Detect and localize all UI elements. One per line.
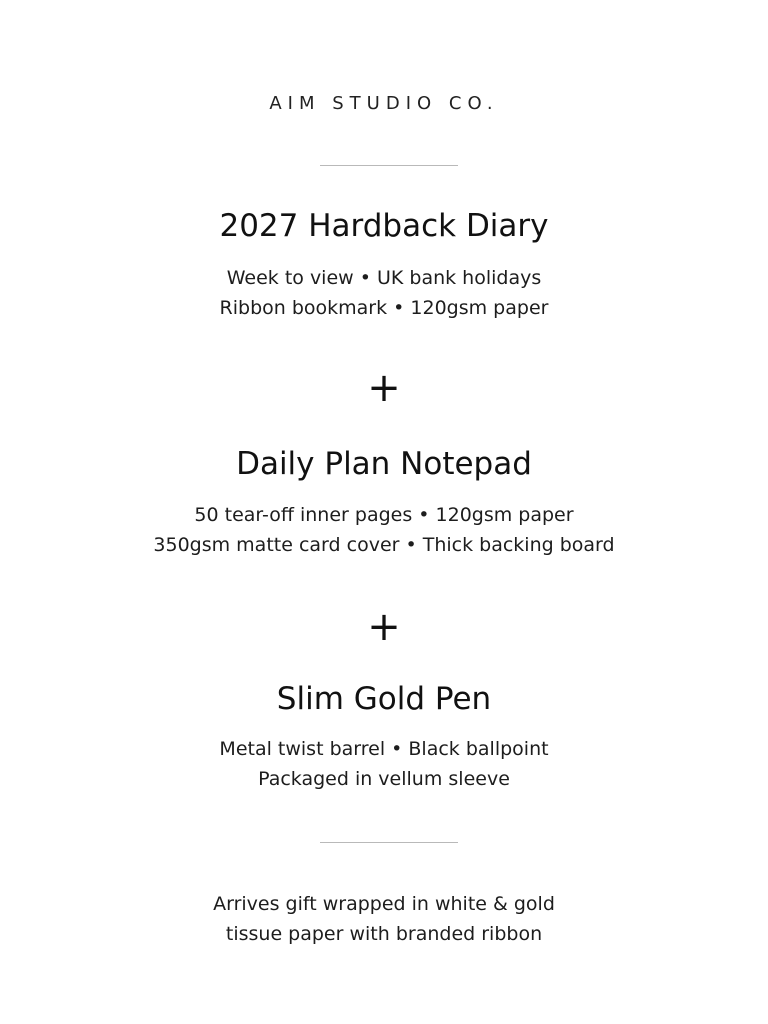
plus-separator-2: + <box>367 604 401 650</box>
top-divider <box>320 165 458 166</box>
product-title-diary: 2027 Hardback Diary <box>219 208 549 244</box>
product-detail-pen-line-2: Packaged in vellum sleeve <box>258 768 510 790</box>
product-detail-notepad-line-1: 50 tear-off inner pages • 120gsm paper <box>194 504 574 526</box>
brand-name: AIM STUDIO CO. <box>269 93 499 114</box>
product-detail-notepad-line-2: 350gsm matte card cover • Thick backing board <box>153 534 615 556</box>
product-detail-diary-line-2: Ribbon bookmark • 120gsm paper <box>219 297 549 319</box>
bottom-divider <box>320 842 458 843</box>
product-detail-pen-line-1: Metal twist barrel • Black ballpoint <box>219 738 549 760</box>
gift-wrap-note-line-1: Arrives gift wrapped in white & gold <box>213 893 555 915</box>
gift-wrap-note-line-2: tissue paper with branded ribbon <box>225 923 543 945</box>
plus-separator-1: + <box>367 365 401 411</box>
product-title-pen: Slim Gold Pen <box>276 681 492 717</box>
product-title-notepad: Daily Plan Notepad <box>236 446 532 482</box>
product-detail-diary-line-1: Week to view • UK bank holidays <box>226 267 542 289</box>
